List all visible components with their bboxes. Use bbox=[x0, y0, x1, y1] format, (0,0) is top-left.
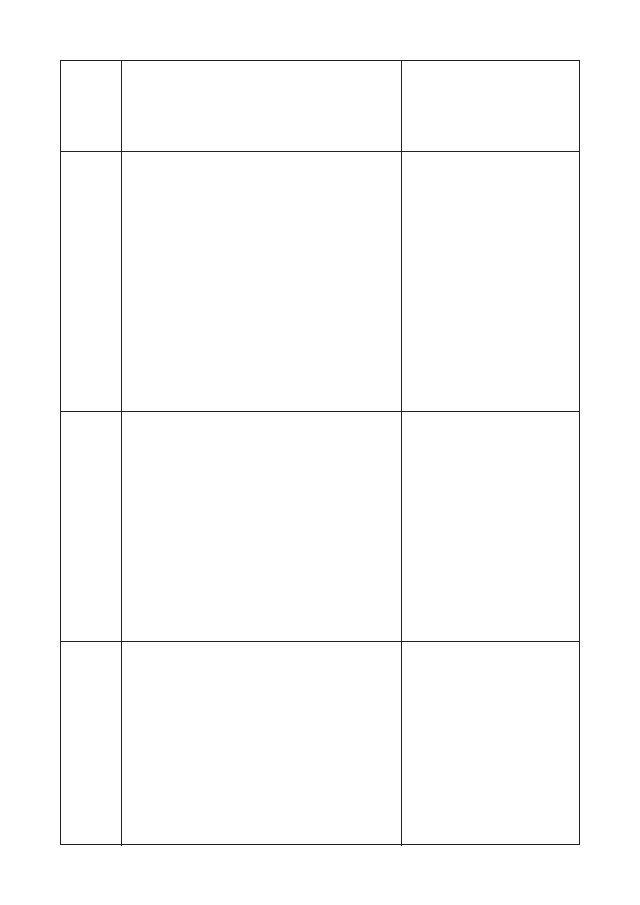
row-number-cell bbox=[61, 61, 121, 151]
description-cell bbox=[121, 152, 401, 411]
description-cell bbox=[121, 642, 401, 846]
table-row bbox=[61, 641, 579, 846]
document-table bbox=[60, 60, 580, 845]
documents-cell bbox=[401, 412, 581, 641]
table-row bbox=[61, 411, 579, 641]
table-row bbox=[61, 61, 579, 151]
documents-cell bbox=[401, 642, 581, 846]
table-row bbox=[61, 151, 579, 411]
row-number-cell bbox=[61, 152, 121, 411]
documents-cell bbox=[401, 61, 581, 151]
description-cell bbox=[121, 412, 401, 641]
row-number-cell bbox=[61, 412, 121, 641]
row-number-cell bbox=[61, 642, 121, 846]
documents-cell bbox=[401, 152, 581, 411]
description-cell bbox=[121, 61, 401, 151]
